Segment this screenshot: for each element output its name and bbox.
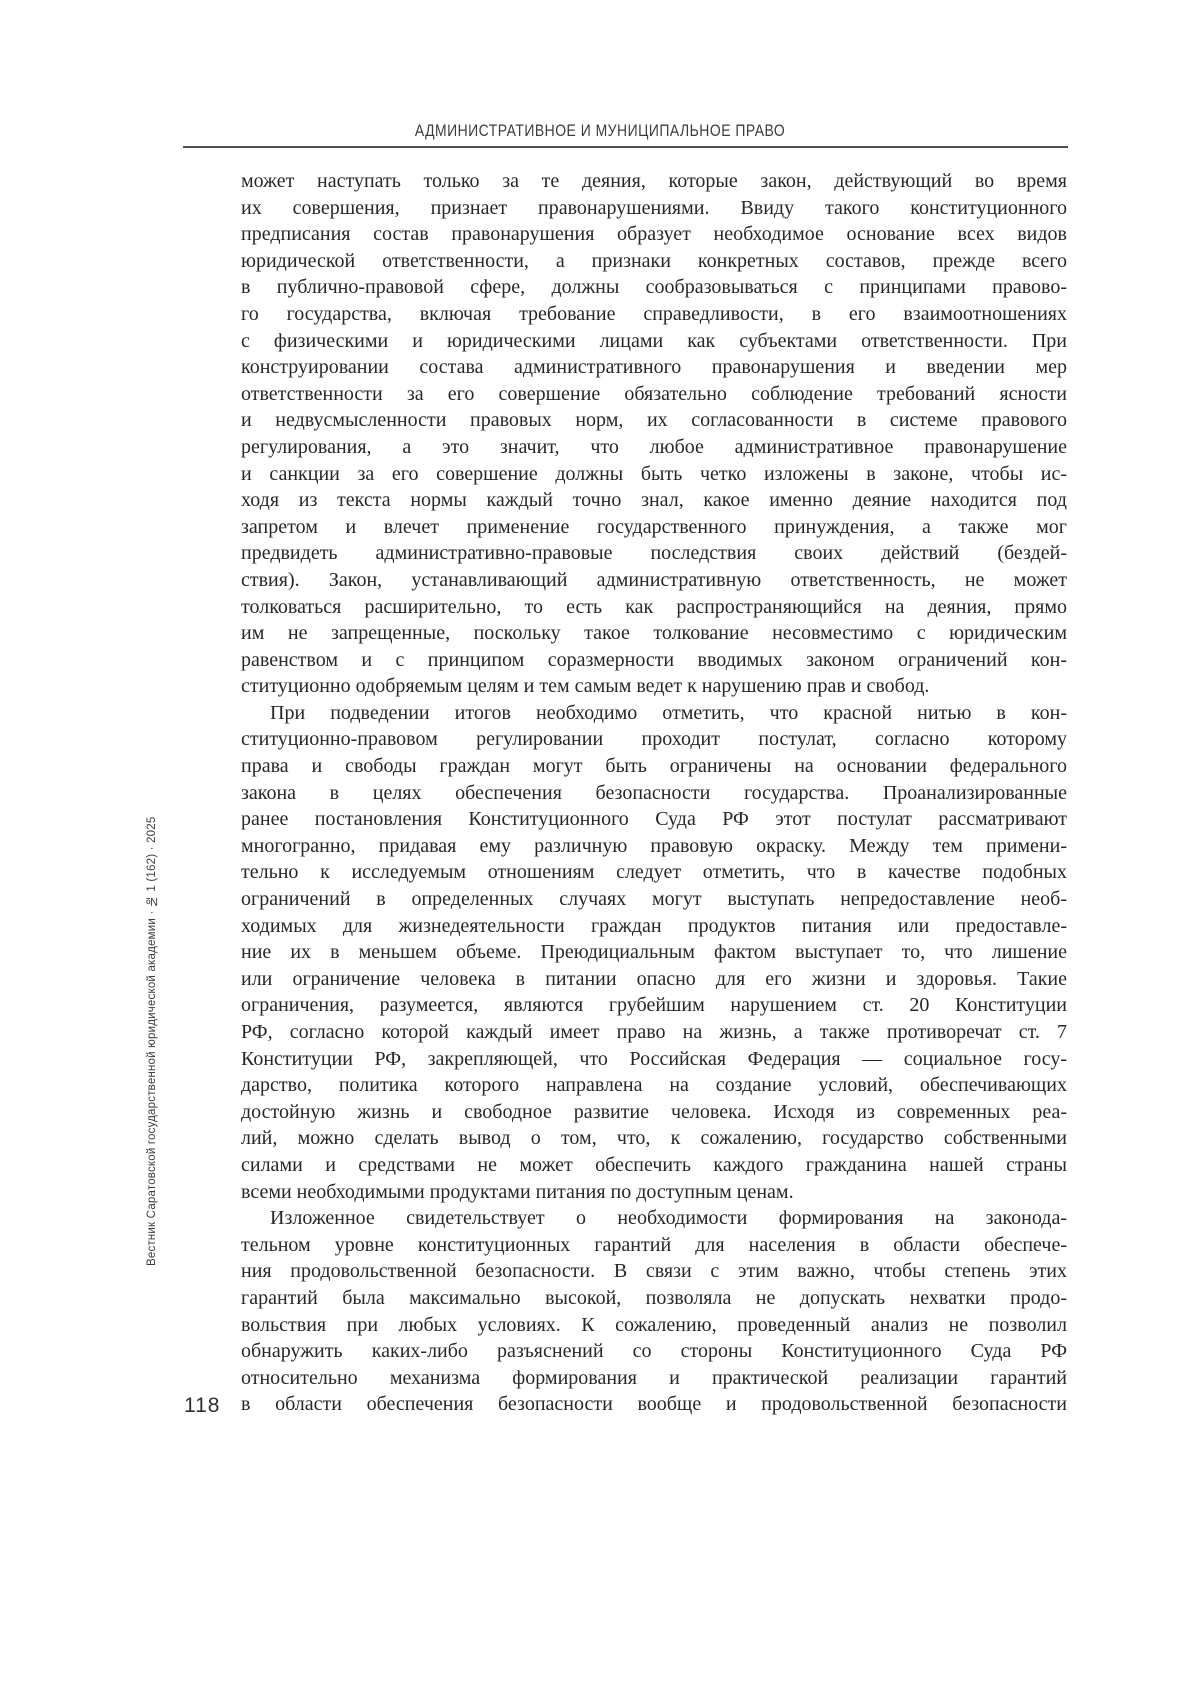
text-line: регулирования, а это значит, что любое административное правонарушение bbox=[241, 435, 1067, 458]
text-line: ституционно-правовом регулировании проходит постулат, согласно которому bbox=[241, 728, 1067, 751]
text-line: Изложенное свидетельствует о необходимости формирования на законода- bbox=[270, 1207, 1067, 1230]
text-line: конструировании состава административного правонарушения и введении мер bbox=[241, 356, 1067, 379]
text-line: и санкции за его совершение должны быть четко изложены в законе, чтобы ис- bbox=[241, 462, 1067, 485]
text-line: силами и средствами не может обеспечить каждого гражданина нашей страны bbox=[241, 1153, 1067, 1176]
text-line: предписания состав правонарушения образует необходимое основание всех видов bbox=[241, 223, 1067, 246]
text-line: ограничения, разумеется, являются грубейшим нарушением ст. 20 Конституции bbox=[241, 994, 1067, 1017]
text-line: При подведении итогов необходимо отметить, что красной нитью в кон- bbox=[270, 701, 1067, 724]
text-line: ституционно одобряемым целям и тем самым ведет к нарушению прав и свобод. bbox=[241, 675, 930, 698]
text-line: предвидеть административно-правовые последствия своих действий (бездей- bbox=[241, 542, 1067, 565]
text-line: их совершения, признает правонарушениями. Ввиду такого конституционного bbox=[241, 196, 1067, 219]
text-line: ответственности за его совершение обязательно соблюдение требований ясности bbox=[241, 382, 1067, 405]
running-header: АДМИНИСТРАТИВНОЕ И МУНИЦИПАЛЬНОЕ ПРАВО bbox=[414, 121, 786, 140]
header-rule bbox=[183, 146, 1068, 148]
page-number: 118 bbox=[184, 1394, 221, 1417]
text-line: дарство, политика которого направлена на создание условий, обеспечивающих bbox=[241, 1074, 1067, 1097]
text-line: вольствия при любых условиях. К сожалению, проведенный анализ не позволил bbox=[241, 1313, 1067, 1336]
text-line: права и свободы граждан могут быть ограничены на основании федерального bbox=[241, 755, 1067, 778]
text-line: достойную жизнь и свободное развитие человека. Исходя из современных реа- bbox=[241, 1100, 1067, 1123]
text-line: толковаться расширительно, то есть как распространяющийся на деяния, прямо bbox=[241, 595, 1067, 618]
text-line: ходимых для жизнедеятельности граждан продуктов питания или предоставле- bbox=[241, 914, 1067, 937]
text-line: относительно механизма формирования и практической реализации гарантий bbox=[241, 1366, 1067, 1389]
text-line: и недвусмысленности правовых норм, их согласованности в системе правового bbox=[241, 409, 1067, 432]
text-line: ния продовольственной безопасности. В связи с этим важно, чтобы степень этих bbox=[241, 1260, 1067, 1283]
text-line: может наступать только за те деяния, которые закон, действующий во время bbox=[241, 170, 1067, 192]
text-line: ние их в меньшем объеме. Преюдициальным фактом выступает то, что лишение bbox=[241, 941, 1067, 964]
text-line: лий, можно сделать вывод о том, что, к сожалению, государство собственными bbox=[241, 1127, 1067, 1150]
text-line: с физическими и юридическими лицами как субъектами ответственности. При bbox=[241, 329, 1067, 352]
text-line: тельно к исследуемым отношениям следует отметить, что в качестве подобных bbox=[241, 861, 1067, 884]
text-line: в публично-правовой сфере, должны сообразовываться с принципами правово- bbox=[241, 276, 1067, 299]
text-line: равенством и с принципом соразмерности вводимых законом ограничений кон- bbox=[241, 648, 1067, 671]
text-line: или ограничение человека в питании опасно для его жизни и здоровья. Такие bbox=[241, 967, 1067, 990]
article-body bbox=[241, 168, 1067, 1418]
text-line: гарантий была максимально высокой, позволяла не допускать нехватки продо- bbox=[241, 1286, 1067, 1309]
text-line: юридической ответственности, а признаки конкретных составов, прежде всего bbox=[241, 249, 1067, 272]
text-line: ранее постановления Конституционного Суда РФ этот постулат рассматривают bbox=[241, 808, 1067, 831]
text-line: ходя из текста нормы каждый точно знал, какое именно деяние находится под bbox=[241, 489, 1067, 512]
text-line: всеми необходимыми продуктами питания по доступным ценам. bbox=[241, 1180, 794, 1203]
text-line: обнаружить каких-либо разъяснений со стороны Конституционного Суда РФ bbox=[241, 1340, 1067, 1363]
text-line: в области обеспечения безопасности вообще и продовольственной безопасности bbox=[241, 1393, 1067, 1416]
text-line: Конституции РФ, закрепляющей, что Российская Федерация — социальное госу- bbox=[241, 1047, 1067, 1070]
journal-imprint-vertical: Вестник Саратовской государственной юридической академии · № 1 (162) · 2025 bbox=[146, 816, 158, 1266]
text-line: запретом и влечет применение государственного принуждения, а также мог bbox=[241, 515, 1067, 538]
text-line: закона в целях обеспечения безопасности государства. Проанализированные bbox=[241, 781, 1067, 804]
text-line: многогранно, придавая ему различную правовую окраску. Между тем примени- bbox=[241, 834, 1067, 857]
text-line: ограничений в определенных случаях могут выступать непредоставление необ- bbox=[241, 888, 1067, 911]
text-line: РФ, согласно которой каждый имеет право на жизнь, а также противоречат ст. 7 bbox=[241, 1021, 1067, 1043]
text-line: ствия). Закон, устанавливающий административную ответственность, не может bbox=[241, 568, 1067, 591]
text-line: им не запрещенные, поскольку такое толкование несовместимо с юридическим bbox=[241, 622, 1067, 645]
text-line: тельном уровне конституционных гарантий для населения в области обеспече- bbox=[241, 1233, 1067, 1256]
text-line: го государства, включая требование справедливости, в его взаимоотношениях bbox=[241, 302, 1067, 325]
